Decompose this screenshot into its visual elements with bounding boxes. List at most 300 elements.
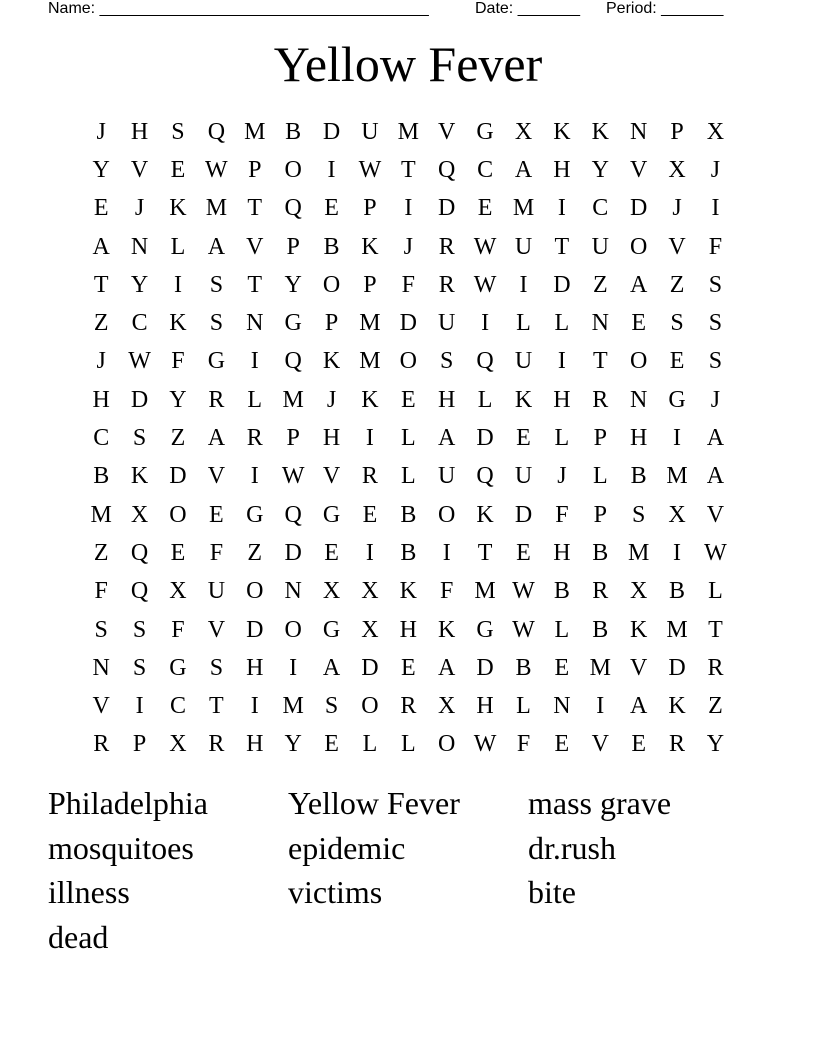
- grid-letter: K: [476, 501, 494, 528]
- grid-letter: Y: [591, 156, 609, 183]
- word-list-item: victims: [288, 874, 383, 910]
- word-list-item: illness: [48, 874, 130, 910]
- grid-letter: S: [440, 348, 454, 375]
- grid-letter: V: [591, 731, 609, 758]
- grid-letter: X: [438, 693, 456, 720]
- grid-letter: G: [476, 616, 494, 643]
- grid-letter: E: [554, 731, 570, 758]
- grid-letter: H: [322, 425, 341, 452]
- grid-letter: N: [553, 693, 571, 720]
- word-list-item: epidemic: [288, 829, 406, 866]
- grid-letter: Y: [92, 156, 110, 183]
- word-list-item: dead: [48, 918, 109, 955]
- grid-letter: O: [284, 156, 302, 183]
- grid-letter: Z: [592, 271, 608, 298]
- grid-letter: D: [629, 195, 648, 222]
- grid-letter: E: [516, 539, 531, 566]
- grid-letter: P: [324, 310, 339, 337]
- grid-letter: M: [666, 463, 688, 490]
- grid-letter: K: [629, 616, 648, 643]
- grid-letter: X: [361, 616, 379, 643]
- grid-letter: X: [706, 118, 725, 145]
- grid-letter: M: [359, 348, 381, 375]
- grid-letter: K: [361, 233, 379, 260]
- grid-letter: S: [94, 616, 108, 643]
- grid-letter: Z: [93, 310, 109, 337]
- grid-letter: U: [438, 310, 456, 337]
- grid-letter: I: [135, 693, 144, 720]
- grid-letter: V: [629, 654, 648, 681]
- grid-letter: X: [169, 731, 187, 758]
- grid-letter: I: [250, 463, 259, 490]
- grid-letter: C: [131, 310, 148, 337]
- grid-letter: S: [209, 654, 224, 681]
- grid-letter: R: [707, 654, 724, 681]
- grid-letter: M: [90, 501, 112, 528]
- grid-letter: B: [400, 539, 417, 566]
- grid-letter: G: [169, 654, 187, 681]
- period-field-label: Period: _______: [606, 0, 724, 17]
- grid-letter: H: [553, 539, 571, 566]
- grid-letter: F: [516, 731, 531, 758]
- grid-letter: M: [205, 195, 228, 222]
- grid-letter: I: [557, 195, 566, 222]
- grid-letter: U: [514, 463, 533, 490]
- grid-letter: G: [668, 386, 686, 413]
- letter-grid: [82, 113, 735, 764]
- grid-letter: A: [438, 425, 456, 452]
- grid-letter: I: [442, 539, 451, 566]
- grid-letter: Q: [284, 501, 302, 528]
- grid-letter: R: [592, 386, 609, 413]
- grid-letter: F: [171, 616, 185, 643]
- grid-letter: V: [438, 118, 456, 145]
- grid-letter: G: [207, 348, 226, 375]
- grid-letter: D: [246, 616, 264, 643]
- grid-letter: W: [512, 616, 535, 643]
- grid-letter: G: [322, 616, 341, 643]
- grid-letter: B: [285, 118, 302, 145]
- grid-letter: D: [668, 654, 686, 681]
- grid-letter: D: [169, 463, 187, 490]
- grid-letter: S: [209, 271, 224, 298]
- grid-letter: J: [710, 156, 721, 183]
- grid-letter: X: [130, 501, 149, 528]
- grid-letter: T: [592, 348, 608, 375]
- grid-letter: O: [322, 271, 341, 298]
- grid-letter: B: [323, 233, 340, 260]
- grid-letter: B: [592, 616, 609, 643]
- grid-letter: R: [208, 386, 225, 413]
- grid-letter: M: [397, 118, 419, 145]
- grid-letter: T: [708, 616, 723, 643]
- grid-letter: W: [281, 463, 305, 490]
- grid-letter: E: [400, 386, 416, 413]
- grid-letter: E: [324, 539, 339, 566]
- grid-letter: M: [666, 616, 688, 643]
- grid-letter: O: [246, 578, 264, 605]
- grid-letter: U: [514, 348, 533, 375]
- grid-letter: S: [670, 310, 684, 337]
- grid-letter: N: [591, 310, 609, 337]
- grid-letter: L: [516, 693, 531, 720]
- grid-letter: L: [362, 731, 378, 758]
- grid-letter: H: [399, 616, 417, 643]
- word-list: [48, 781, 768, 959]
- grid-letter: M: [244, 118, 266, 145]
- grid-letter: P: [132, 731, 147, 758]
- grid-letter: K: [169, 310, 187, 337]
- grid-letter: K: [668, 693, 686, 720]
- grid-letter: B: [93, 463, 110, 490]
- grid-letter: K: [438, 616, 456, 643]
- grid-letter: L: [554, 616, 570, 643]
- grid-letter: N: [284, 578, 302, 605]
- grid-letter: W: [512, 578, 535, 605]
- grid-letter: I: [481, 310, 490, 337]
- grid-letter: O: [399, 348, 417, 375]
- grid-letter: C: [93, 425, 110, 452]
- grid-letter: W: [128, 348, 151, 375]
- grid-letter: A: [92, 233, 110, 260]
- grid-letter: I: [557, 348, 566, 375]
- grid-letter: P: [363, 195, 377, 222]
- grid-letter: V: [668, 233, 686, 260]
- grid-letter: X: [322, 578, 341, 605]
- grid-letter: W: [704, 539, 727, 566]
- grid-letter: J: [710, 386, 721, 413]
- grid-letter: S: [132, 425, 147, 452]
- grid-letter: N: [246, 310, 264, 337]
- grid-letter: P: [286, 425, 300, 452]
- grid-letter: U: [207, 578, 226, 605]
- grid-letter: J: [134, 195, 145, 222]
- grid-letter: Q: [130, 578, 149, 605]
- grid-letter: X: [629, 578, 648, 605]
- grid-letter: B: [400, 501, 417, 528]
- grid-letter: U: [514, 233, 533, 260]
- grid-letter: A: [207, 425, 226, 452]
- grid-letter: Y: [706, 731, 725, 758]
- grid-letter: Y: [284, 731, 302, 758]
- grid-letter: M: [282, 386, 304, 413]
- grid-letter: A: [706, 425, 725, 452]
- grid-letter: L: [554, 310, 570, 337]
- grid-letter: T: [247, 271, 263, 298]
- grid-letter: H: [553, 156, 571, 183]
- grid-letter: J: [672, 195, 682, 222]
- grid-letter: Z: [247, 539, 263, 566]
- grid-letter: T: [247, 195, 263, 222]
- grid-letter: H: [130, 118, 149, 145]
- grid-letter: G: [476, 118, 494, 145]
- grid-letter: F: [171, 348, 185, 375]
- grid-letter: L: [554, 425, 570, 452]
- grid-letter: E: [400, 654, 416, 681]
- grid-letter: C: [477, 156, 494, 183]
- grid-letter: D: [322, 118, 341, 145]
- grid-letter: K: [322, 348, 341, 375]
- grid-letter: P: [593, 425, 607, 452]
- grid-letter: A: [438, 654, 456, 681]
- grid-letter: T: [93, 271, 109, 298]
- grid-letter: L: [400, 731, 416, 758]
- grid-letter: E: [170, 539, 186, 566]
- grid-letter: E: [362, 501, 378, 528]
- grid-letter: N: [130, 233, 149, 260]
- grid-letter: X: [514, 118, 533, 145]
- grid-letter: R: [361, 463, 378, 490]
- grid-letter: I: [673, 539, 682, 566]
- grid-letter: A: [514, 156, 533, 183]
- grid-letter: G: [322, 501, 341, 528]
- grid-letter: L: [477, 386, 493, 413]
- grid-letter: U: [361, 118, 379, 145]
- grid-letter: V: [207, 616, 226, 643]
- grid-letter: L: [247, 386, 263, 413]
- grid-letter: Z: [93, 539, 109, 566]
- grid-letter: I: [365, 425, 374, 452]
- grid-letter: X: [668, 501, 686, 528]
- grid-letter: I: [173, 271, 182, 298]
- grid-letter: B: [515, 654, 532, 681]
- grid-letter: J: [96, 118, 106, 145]
- grid-letter: A: [706, 463, 725, 490]
- grid-letter: G: [246, 501, 264, 528]
- grid-letter: E: [516, 425, 531, 452]
- grid-letter: H: [476, 693, 494, 720]
- grid-letter: W: [473, 233, 497, 260]
- grid-letter: Y: [130, 271, 149, 298]
- grid-letter: S: [324, 693, 339, 720]
- grid-letter: H: [92, 386, 110, 413]
- grid-letter: E: [93, 195, 109, 222]
- grid-letter: N: [629, 386, 648, 413]
- grid-letter: M: [474, 578, 496, 605]
- grid-letter: S: [708, 348, 723, 375]
- grid-letter: H: [246, 654, 264, 681]
- grid-letter: L: [400, 425, 416, 452]
- grid-letter: L: [592, 463, 608, 490]
- grid-letter: F: [94, 578, 108, 605]
- grid-letter: W: [358, 156, 382, 183]
- grid-letter: D: [476, 425, 494, 452]
- word-list-item: mass grave: [528, 785, 672, 821]
- grid-letter: D: [438, 195, 456, 222]
- grid-letter: R: [592, 578, 609, 605]
- grid-letter: V: [92, 693, 110, 720]
- grid-letter: S: [209, 310, 224, 337]
- grid-letter: A: [629, 271, 648, 298]
- grid-letter: U: [591, 233, 609, 260]
- grid-letter: O: [438, 731, 456, 758]
- grid-letter: R: [669, 731, 686, 758]
- grid-letter: I: [289, 654, 298, 681]
- grid-letter: Q: [476, 463, 494, 490]
- grid-letter: L: [400, 463, 416, 490]
- grid-letter: L: [516, 310, 531, 337]
- grid-letter: I: [250, 348, 259, 375]
- grid-letter: D: [553, 271, 571, 298]
- grid-letter: R: [208, 731, 225, 758]
- grid-letter: J: [403, 233, 413, 260]
- grid-letter: R: [93, 731, 110, 758]
- grid-letter: S: [171, 118, 185, 145]
- grid-letter: B: [592, 539, 609, 566]
- grid-letter: S: [132, 654, 147, 681]
- grid-letter: H: [553, 386, 571, 413]
- grid-letter: V: [246, 233, 264, 260]
- grid-letter: D: [514, 501, 533, 528]
- grid-letter: F: [708, 233, 723, 260]
- grid-letter: M: [282, 693, 304, 720]
- grid-letter: M: [627, 539, 650, 566]
- grid-letter: P: [593, 501, 607, 528]
- grid-letter: R: [400, 693, 417, 720]
- grid-letter: N: [629, 118, 648, 145]
- grid-letter: Q: [284, 348, 302, 375]
- grid-letter: V: [706, 501, 725, 528]
- grid-letter: I: [365, 539, 374, 566]
- worksheet-header: [48, 0, 768, 20]
- grid-letter: O: [361, 693, 379, 720]
- grid-letter: O: [284, 616, 302, 643]
- grid-letter: W: [205, 156, 228, 183]
- grid-letter: D: [130, 386, 149, 413]
- grid-letter: Y: [169, 386, 187, 413]
- grid-letter: Z: [669, 271, 685, 298]
- grid-letter: A: [629, 693, 648, 720]
- grid-letter: F: [401, 271, 415, 298]
- grid-letter: J: [557, 463, 567, 490]
- grid-letter: I: [519, 271, 528, 298]
- grid-letter: E: [669, 348, 685, 375]
- grid-letter: R: [438, 271, 455, 298]
- word-list-item: bite: [528, 874, 576, 910]
- grid-letter: K: [591, 118, 609, 145]
- grid-letter: K: [169, 195, 187, 222]
- grid-letter: P: [248, 156, 262, 183]
- grid-letter: D: [399, 310, 417, 337]
- grid-letter: R: [438, 233, 455, 260]
- grid-letter: G: [284, 310, 302, 337]
- name-field-label: Name: _____________________________________: [48, 0, 429, 17]
- grid-letter: P: [286, 233, 300, 260]
- grid-letter: F: [440, 578, 454, 605]
- grid-letter: T: [400, 156, 416, 183]
- grid-letter: V: [629, 156, 648, 183]
- grid-letter: T: [554, 233, 570, 260]
- grid-letter: H: [246, 731, 264, 758]
- grid-letter: I: [673, 425, 682, 452]
- grid-letter: H: [438, 386, 456, 413]
- grid-letter: O: [438, 501, 456, 528]
- grid-letter: Q: [284, 195, 302, 222]
- grid-letter: E: [170, 156, 186, 183]
- word-list-item: Yellow Fever: [288, 785, 460, 821]
- grid-letter: K: [514, 386, 533, 413]
- grid-letter: N: [92, 654, 110, 681]
- grid-letter: L: [708, 578, 723, 605]
- word-list-item: dr.rush: [528, 829, 616, 866]
- grid-letter: V: [130, 156, 149, 183]
- grid-letter: I: [596, 693, 605, 720]
- grid-letter: Z: [170, 425, 186, 452]
- grid-letter: Y: [284, 271, 302, 298]
- grid-letter: J: [96, 348, 106, 375]
- grid-letter: K: [553, 118, 571, 145]
- grid-letter: A: [207, 233, 226, 260]
- grid-letter: O: [629, 233, 648, 260]
- grid-letter: L: [170, 233, 186, 260]
- date-field-label: Date: _______: [475, 0, 580, 17]
- grid-letter: P: [670, 118, 684, 145]
- word-list-item: Philadelphia: [48, 785, 208, 821]
- grid-letter: E: [631, 731, 646, 758]
- grid-letter: W: [473, 731, 497, 758]
- grid-letter: E: [554, 654, 570, 681]
- grid-letter: B: [669, 578, 686, 605]
- grid-letter: E: [477, 195, 493, 222]
- grid-letter: D: [476, 654, 494, 681]
- grid-letter: H: [629, 425, 648, 452]
- grid-letter: S: [708, 310, 723, 337]
- word-list-item: mosquitoes: [48, 829, 194, 866]
- grid-letter: T: [477, 539, 493, 566]
- grid-letter: A: [322, 654, 341, 681]
- grid-letter: E: [631, 310, 646, 337]
- grid-letter: C: [592, 195, 609, 222]
- grid-letter: X: [361, 578, 379, 605]
- grid-letter: T: [209, 693, 224, 720]
- grid-letter: E: [324, 731, 339, 758]
- grid-letter: M: [512, 195, 535, 222]
- grid-letter: O: [169, 501, 187, 528]
- grid-letter: I: [711, 195, 720, 222]
- grid-letter: Q: [476, 348, 494, 375]
- grid-letter: V: [207, 463, 226, 490]
- grid-letter: O: [629, 348, 648, 375]
- grid-letter: W: [473, 271, 497, 298]
- grid-letter: D: [284, 539, 302, 566]
- grid-letter: Q: [207, 118, 226, 145]
- grid-letter: C: [169, 693, 186, 720]
- grid-letter: Z: [708, 693, 723, 720]
- grid-letter: M: [359, 310, 381, 337]
- grid-letter: I: [327, 156, 336, 183]
- grid-letter: D: [361, 654, 379, 681]
- grid-letter: K: [361, 386, 379, 413]
- grid-letter: V: [322, 463, 341, 490]
- grid-letter: F: [209, 539, 224, 566]
- grid-letter: K: [399, 578, 417, 605]
- grid-letter: Q: [130, 539, 149, 566]
- grid-letter: S: [631, 501, 646, 528]
- grid-letter: I: [404, 195, 413, 222]
- grid-letter: B: [630, 463, 647, 490]
- grid-letter: Q: [438, 156, 456, 183]
- grid-letter: X: [169, 578, 187, 605]
- grid-letter: S: [708, 271, 723, 298]
- grid-letter: F: [555, 501, 569, 528]
- grid-letter: P: [363, 271, 377, 298]
- grid-letter: X: [668, 156, 686, 183]
- grid-letter: E: [209, 501, 224, 528]
- grid-letter: U: [438, 463, 456, 490]
- grid-letter: K: [130, 463, 149, 490]
- grid-letter: B: [553, 578, 570, 605]
- grid-letter: S: [132, 616, 147, 643]
